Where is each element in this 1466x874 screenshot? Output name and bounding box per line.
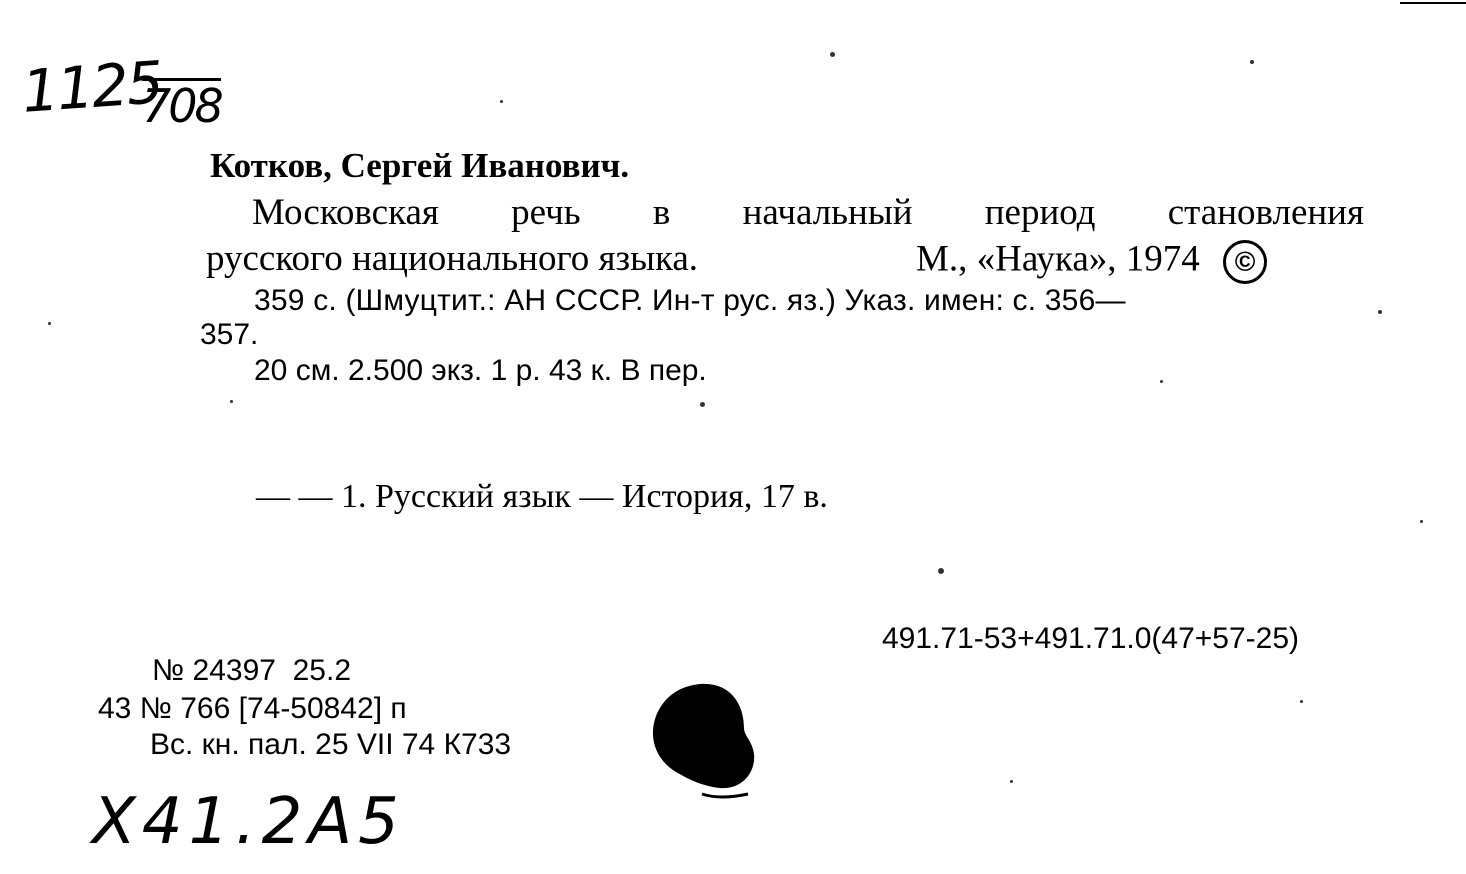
pages-line: 359 с. (Шмуцтит.: АН СССР. Ин-т рус. яз.) Указ. имен: с. 356— [254, 284, 1126, 317]
scan-speck [1250, 60, 1254, 64]
imprint-text: М., «Наука», 1974 [916, 238, 1200, 280]
scan-speck [1160, 380, 1163, 383]
title-line-2: русского национального языка. [206, 238, 699, 279]
handwritten-code-text: X41.2A5 [92, 785, 405, 859]
imprint [916, 240, 1267, 284]
scan-speck [1010, 780, 1013, 783]
title-line-1: Московская речь в начальный период становления [252, 192, 1364, 233]
scan-speck [1378, 310, 1382, 314]
scan-speck [938, 568, 944, 574]
scan-speck [1420, 520, 1423, 523]
scan-speck [1300, 700, 1303, 703]
subject-tracing: — — 1. Русский язык — История, 17 в. [256, 478, 828, 515]
number-line: № 24397 25.2 [152, 654, 351, 687]
physical-description: 20 см. 2.500 экз. 1 р. 43 к. В пер. [254, 354, 707, 387]
pages-continuation: 357. [200, 318, 259, 351]
classification-number: 491.71-53+491.71.0(47+57-25) [882, 622, 1300, 655]
registration-line: 43 № 766 [74-50842] п [98, 692, 407, 725]
scan-speck [230, 400, 233, 403]
card-frame-corner [1400, 2, 1466, 14]
ink-blot [640, 676, 770, 806]
scan-speck [500, 100, 503, 103]
scan-speck [700, 402, 705, 407]
author-heading: Котков, Сергей Иванович. [210, 146, 630, 185]
handwritten-shelf-sub [142, 78, 221, 133]
scan-speck [830, 52, 835, 57]
scan-speck [48, 322, 51, 325]
copyright-icon: © [1223, 240, 1267, 284]
shelf-mark-main: 1125 [19, 48, 164, 126]
chamber-line: Вс. кн. пал. 25 VII 74 К733 [150, 728, 512, 761]
shelf-sub-text: 708 [142, 79, 221, 133]
handwritten-code [92, 785, 405, 859]
